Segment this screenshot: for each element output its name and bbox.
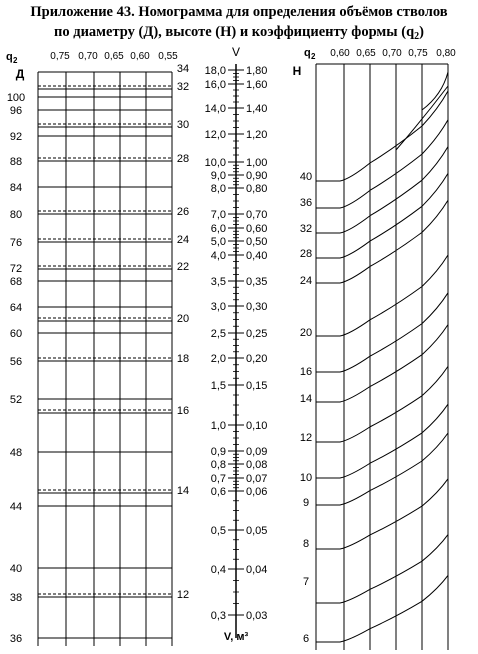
- right-tick-label: 32: [299, 223, 313, 235]
- middle-left-tick-label: 8,0: [210, 183, 226, 195]
- middle-left-tick-label: 0,6: [210, 486, 226, 498]
- left-tick-label: 64: [9, 302, 23, 314]
- left-q2-label: q: [6, 51, 13, 63]
- middle-bottom-label: V, м³: [223, 631, 249, 643]
- middle-left-tick-label: 5,0: [210, 236, 226, 248]
- middle-right-tick-label: 0,03: [246, 610, 268, 622]
- right-grid-curve: [316, 404, 448, 478]
- middle-right-tick-label: 0,30: [246, 301, 268, 313]
- right-tick-label: 40: [299, 171, 313, 183]
- middle-left-tick-label: 2,5: [210, 328, 226, 340]
- left-right-tick-label: 12: [176, 589, 190, 601]
- middle-right-tick-label: 0,70: [246, 209, 268, 221]
- right-tick-label: 10: [299, 472, 313, 484]
- left-right-tick-label: 28: [176, 153, 190, 165]
- middle-right-tick-label: 0,05: [246, 525, 268, 537]
- left-tick-label: 52: [9, 394, 23, 406]
- middle-right-tick-label: 0,06: [246, 486, 268, 498]
- left-q-value: 0,70: [78, 51, 98, 62]
- middle-right-tick-label: 0,90: [246, 170, 268, 182]
- title-line-1: Приложение 43. Номограмма для определения объёмов стволов: [30, 4, 448, 20]
- right-grid-curve: [316, 575, 448, 642]
- left-right-tick-label: 20: [176, 313, 190, 325]
- right-grid-curve: [316, 147, 448, 233]
- right-q2-subscript: 2: [311, 52, 316, 61]
- left-axis-label-d: Д: [15, 67, 25, 81]
- middle-left-tick-label: 1,0: [210, 420, 226, 432]
- left-q-value: 0,60: [130, 51, 150, 62]
- middle-left-tick-label: 0,7: [210, 473, 226, 485]
- middle-left-tick-label: 18,0: [204, 65, 226, 77]
- left-q-value: 0,65: [104, 51, 124, 62]
- right-grid-curve: [316, 535, 448, 603]
- middle-right-tick-label: 1,60: [246, 79, 268, 91]
- left-right-tick-label: 22: [176, 261, 190, 273]
- left-q-value: 0,55: [158, 51, 178, 62]
- left-right-tick-label: 34: [176, 63, 190, 75]
- right-tick-label: 20: [299, 327, 313, 339]
- right-q-value: 0,80: [436, 48, 456, 59]
- middle-left-tick-label: 6,0: [210, 223, 226, 235]
- left-right-tick-label: 18: [176, 353, 190, 365]
- right-grid-curve: [316, 479, 448, 549]
- left-tick-label: 56: [9, 356, 23, 368]
- middle-right-tick-label: 0,50: [246, 236, 268, 248]
- left-tick-label: 68: [9, 276, 23, 288]
- right-tick-label: 8: [302, 538, 310, 550]
- right-grid-curve: [316, 293, 448, 372]
- left-tick-label: 100: [6, 92, 26, 104]
- middle-left-tick-label: 3,5: [210, 276, 226, 288]
- right-tick-label: 6: [302, 633, 310, 645]
- right-grid-curve: [316, 433, 448, 505]
- middle-left-tick-label: 14,0: [204, 103, 226, 115]
- middle-right-tick-label: 0,08: [246, 459, 268, 471]
- left-right-tick-label: 14: [176, 485, 190, 497]
- right-grid-curve: [316, 255, 448, 336]
- right-q-value: 0,65: [356, 48, 376, 59]
- left-tick-label: 84: [9, 182, 23, 194]
- middle-left-tick-label: 2,0: [210, 353, 226, 365]
- left-q2-subscript: 2: [13, 56, 18, 65]
- middle-right-tick-label: 1,20: [246, 129, 268, 141]
- right-q-value: 0,70: [382, 48, 402, 59]
- left-tick-label: 40: [9, 563, 23, 575]
- middle-right-tick-label: 0,09: [246, 446, 268, 458]
- left-q-value: 0,75: [50, 51, 70, 62]
- right-tick-label: 12: [299, 432, 313, 444]
- middle-right-tick-label: 0,10: [246, 420, 268, 432]
- left-right-tick-label: 16: [176, 405, 190, 417]
- middle-left-tick-label: 9,0: [210, 170, 226, 182]
- middle-right-tick-label: 0,07: [246, 473, 268, 485]
- title-q-subscript: 2: [414, 31, 420, 42]
- left-right-tick-label: 32: [176, 81, 190, 93]
- middle-right-tick-label: 1,00: [246, 157, 268, 169]
- middle-right-tick-label: 0,80: [246, 183, 268, 195]
- left-tick-label: 76: [9, 237, 23, 249]
- middle-right-tick-label: 0,40: [246, 250, 268, 262]
- left-tick-label: 60: [9, 328, 23, 340]
- left-tick-label: 38: [9, 592, 23, 604]
- right-tick-label: 7: [302, 576, 310, 588]
- left-tick-label: 96: [9, 105, 23, 117]
- title-line-2-main: по диаметру (Д), высоте (Н) и коэффициенту формы (q: [54, 24, 415, 40]
- right-q-value: 0,60: [330, 48, 350, 59]
- left-tick-label: 48: [9, 447, 23, 459]
- left-right-tick-label: 30: [176, 119, 190, 131]
- middle-right-tick-label: 0,35: [246, 276, 268, 288]
- right-tick-label: 24: [299, 275, 313, 287]
- middle-right-tick-label: 0,15: [246, 380, 268, 392]
- right-tick-label: 36: [299, 197, 313, 209]
- middle-left-tick-label: 7,0: [210, 209, 226, 221]
- right-axis-label-h: Н: [292, 64, 302, 78]
- middle-left-tick-label: 0,9: [210, 446, 226, 458]
- title-line-2-end: ): [419, 24, 424, 40]
- left-tick-label: 36: [9, 633, 23, 645]
- right-tick-label: 28: [299, 248, 313, 260]
- right-grid-curve: [316, 120, 448, 208]
- right-tick-label: 14: [299, 393, 313, 405]
- middle-left-tick-label: 16,0: [204, 79, 226, 91]
- left-tick-label: 88: [9, 156, 23, 168]
- middle-left-tick-label: 12,0: [204, 129, 226, 141]
- middle-left-tick-label: 0,4: [210, 564, 226, 576]
- middle-left-tick-label: 0,3: [210, 610, 226, 622]
- middle-left-tick-label: 1,5: [210, 380, 226, 392]
- middle-left-tick-label: 3,0: [210, 301, 226, 313]
- right-tick-label: 9: [302, 497, 310, 509]
- middle-left-tick-label: 0,5: [210, 525, 226, 537]
- middle-right-tick-label: 1,80: [246, 65, 268, 77]
- right-grid-curve: [316, 173, 448, 258]
- middle-left-tick-label: 10,0: [204, 157, 226, 169]
- middle-right-tick-label: 1,40: [246, 103, 268, 115]
- right-grid-curve: [316, 366, 448, 442]
- middle-right-tick-label: 0,04: [246, 564, 268, 576]
- middle-right-tick-label: 0,25: [246, 328, 268, 340]
- left-tick-label: 92: [9, 131, 23, 143]
- right-q-value: 0,75: [408, 48, 428, 59]
- left-right-tick-label: 26: [176, 206, 190, 218]
- right-grid-curve: [316, 200, 448, 283]
- middle-left-tick-label: 0,8: [210, 459, 226, 471]
- left-tick-label: 44: [9, 501, 23, 513]
- middle-right-tick-label: 0,60: [246, 223, 268, 235]
- middle-right-tick-label: 0,20: [246, 353, 268, 365]
- middle-left-tick-label: 4,0: [210, 250, 226, 262]
- right-q2-label: q: [304, 47, 311, 59]
- left-right-tick-label: 24: [176, 234, 190, 246]
- left-tick-label: 72: [9, 263, 23, 275]
- middle-axis-label-v: V: [231, 45, 241, 59]
- left-tick-label: 80: [9, 209, 23, 221]
- right-tick-label: 16: [299, 366, 313, 378]
